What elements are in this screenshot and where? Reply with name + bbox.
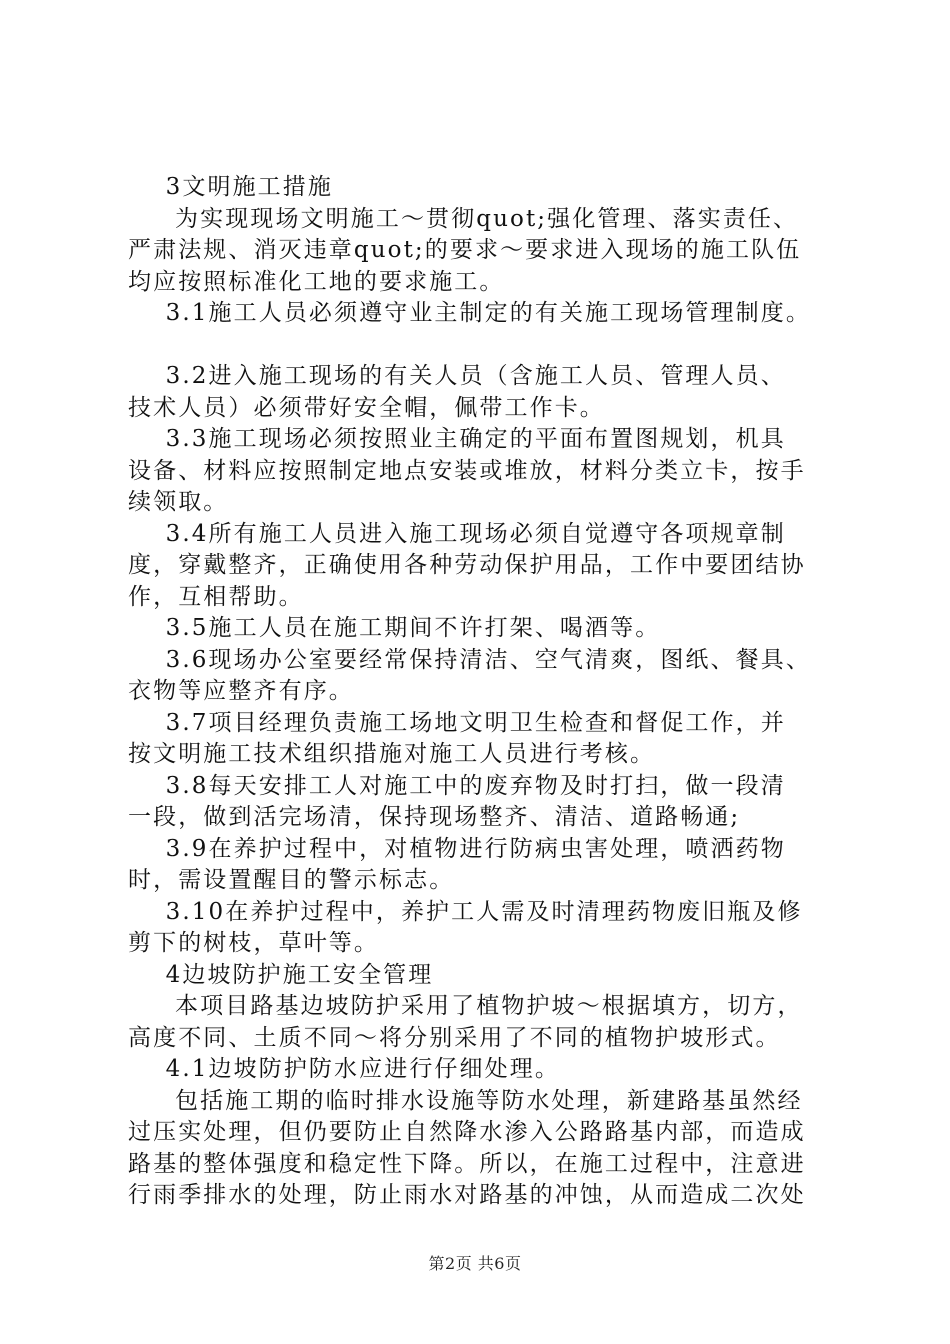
text-line: 3.7项目经理负责施工场地文明卫生检查和督促工作，并 bbox=[128, 709, 786, 736]
text-line: 为实现现场文明施工～贯彻quot;强化管理、落实责任、 bbox=[128, 205, 799, 232]
text-line: 3文明施工措施 bbox=[128, 174, 333, 200]
document-body bbox=[128, 172, 840, 1212]
text-line: 高度不同、土质不同～将分别采用了不同的植物护坡形式。 bbox=[128, 1024, 781, 1051]
text-line: 本项目路基边坡防护采用了植物护坡～根据填方，切方， bbox=[128, 993, 803, 1019]
text-line: 3.10在养护过程中，养护工人需及时清理药物废旧瓶及修 bbox=[128, 898, 803, 925]
text-line: 均应按照标准化工地的要求施工。 bbox=[128, 268, 505, 295]
text-line: 一段，做到活完场清，保持现场整齐、清洁、道路畅通; bbox=[128, 804, 741, 830]
text-line: 包括施工期的临时排水设施等防水处理，新建路基虽然经 bbox=[128, 1087, 803, 1114]
text-line: 3.8每天安排工人对施工中的废弃物及时打扫，做一段清 bbox=[128, 772, 786, 799]
text-line: 时，需设置醒目的警示标志。 bbox=[128, 867, 455, 893]
blank-line bbox=[128, 330, 840, 362]
text-line: 按文明施工技术组织措施对施工人员进行考核。 bbox=[128, 741, 656, 767]
text-line: 衣物等应整齐有序。 bbox=[128, 678, 354, 704]
text-line: 3.3施工现场必须按照业主确定的平面布置图规划，机具 bbox=[128, 426, 786, 452]
text-line: 技术人员）必须带好安全帽，佩带工作卡。 bbox=[128, 394, 605, 421]
text-line: 设备、材料应按照制定地点安装或堆放，材料分类立卡，按手 bbox=[128, 457, 806, 484]
section-heading: 4边坡防护施工安全管理 bbox=[128, 961, 434, 988]
text-line: 行雨季排水的处理，防止雨水对路基的冲蚀，从而造成二次处 bbox=[128, 1182, 806, 1208]
text-line: 3.5施工人员在施工期间不许打架、喝酒等。 bbox=[128, 615, 661, 641]
page-number-footer: 第2页 共6页 bbox=[428, 1254, 522, 1273]
text-line: 过压实处理，但仍要防止自然降水渗入公路路基内部，而造成 bbox=[128, 1119, 806, 1145]
text-line: 路基的整体强度和稳定性下降。所以，在施工过程中，注意进 bbox=[128, 1150, 806, 1177]
text-line: 度，穿戴整齐，正确使用各种劳动保护用品，工作中要团结协 bbox=[128, 552, 806, 578]
text-line: 作，互相帮助。 bbox=[128, 583, 304, 610]
text-line: 3.2进入施工现场的有关人员（含施工人员、管理人员、 bbox=[128, 363, 786, 389]
text-line: 3.4所有施工人员进入施工现场必须自觉遵守各项规章制 bbox=[128, 520, 786, 547]
text-line: 续领取。 bbox=[128, 489, 229, 515]
text-line: 3.9在养护过程中，对植物进行防病虫害处理，喷洒药物 bbox=[128, 835, 786, 862]
text-line: 剪下的树枝，草叶等。 bbox=[128, 930, 379, 956]
text-line: 3.6现场办公室要经常保持清洁、空气清爽，图纸、餐具、 bbox=[128, 646, 811, 673]
text-line: 严肃法规、消灭违章quot;的要求～要求进入现场的施工队伍 bbox=[128, 237, 802, 263]
text-line: 3.1施工人员必须遵守业主制定的有关施工现场管理制度。 bbox=[128, 300, 811, 326]
text-line: 4.1边坡防护防水应进行仔细处理。 bbox=[128, 1056, 560, 1082]
